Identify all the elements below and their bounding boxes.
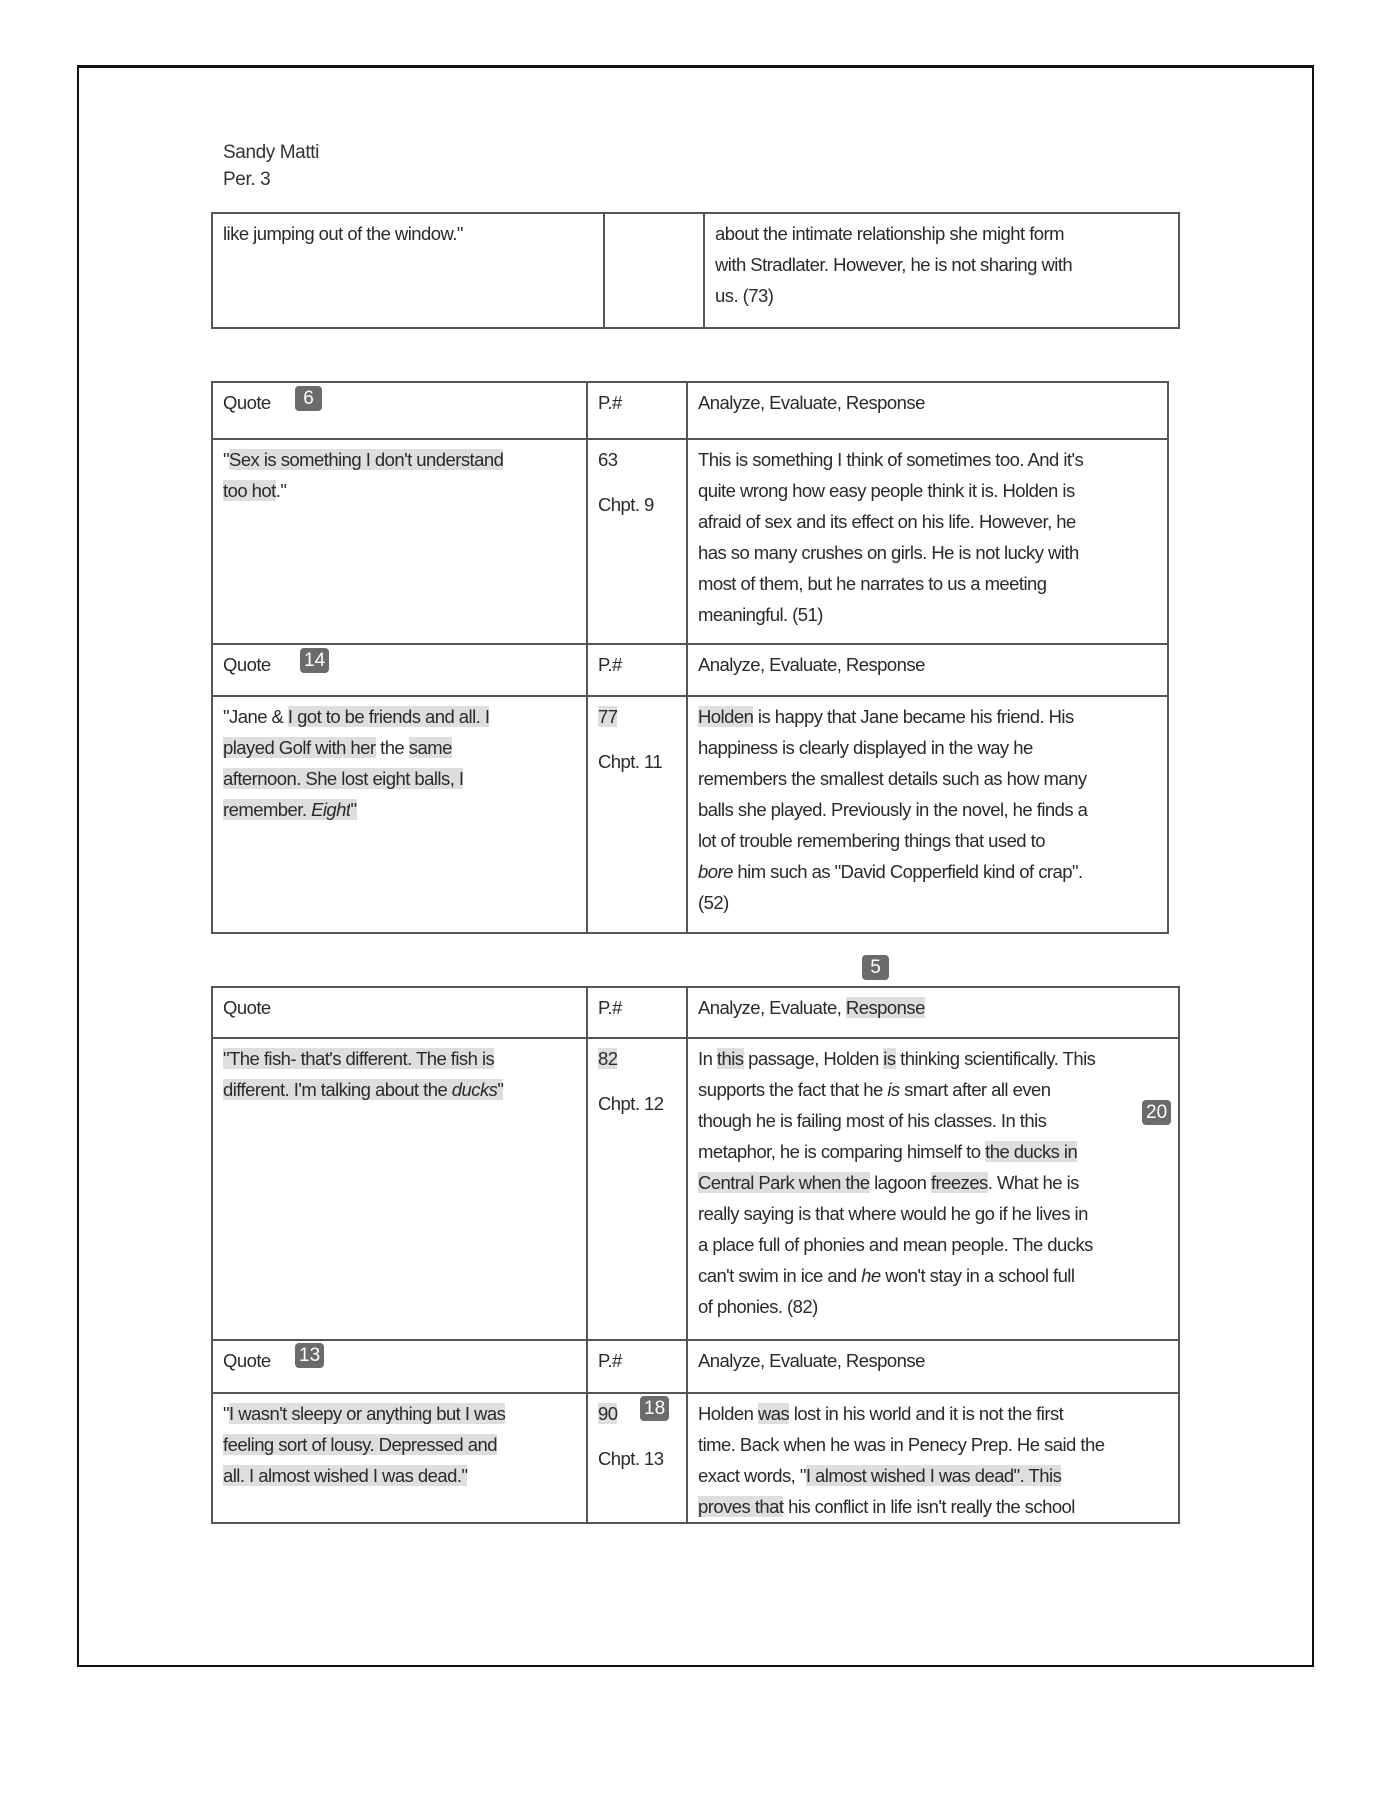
text-line [598, 489, 654, 520]
table-row [212, 696, 1168, 933]
quote-cell [212, 213, 604, 328]
text-segment: time. Back when he was in Penecy Prep. He said the [698, 1434, 1105, 1455]
annotation-badge[interactable]: 20 [1142, 1100, 1171, 1125]
spacer [598, 732, 678, 746]
text-line [598, 1443, 664, 1474]
text-line [223, 475, 286, 506]
highlighted-text: Central Park when the [698, 1172, 870, 1193]
text-segment: his conflict in life isn't really the school [783, 1496, 1075, 1517]
highlighted-text: Eight [311, 799, 351, 820]
text-segment: exact words, " [698, 1465, 806, 1486]
text-segment: Chpt. 12 [598, 1093, 664, 1114]
text-line [698, 444, 1083, 475]
annotation-badge[interactable]: 6 [295, 386, 322, 411]
text-line [598, 387, 622, 418]
text-line [698, 1043, 1095, 1074]
reading-log-table-continued [211, 212, 1180, 329]
text-line [698, 1167, 1079, 1198]
text-segment: " [223, 1403, 230, 1424]
text-segment: is happy that Jane became his friend. His [753, 706, 1074, 727]
annotation-badge[interactable]: 14 [300, 648, 329, 673]
text-segment: Analyze, Evaluate, Response [698, 392, 925, 413]
table-header-row [212, 382, 1168, 439]
text-line [223, 218, 463, 249]
text-segment: Analyze, Evaluate, Response [698, 1350, 925, 1371]
response-cell [687, 382, 1168, 439]
text-line [698, 1460, 1061, 1491]
text-segment: P.# [598, 654, 622, 675]
quote-cell [212, 1393, 587, 1523]
text-line [698, 1260, 1074, 1291]
highlighted-text: played Golf with her [223, 737, 376, 758]
text-line [698, 387, 925, 418]
text-line [698, 1136, 1077, 1167]
highlighted-text: Sex is something I don't understand [229, 449, 504, 470]
text-line [698, 1291, 818, 1322]
response-cell [687, 696, 1168, 933]
annotation-badge[interactable]: 5 [862, 955, 889, 980]
text-line [223, 444, 503, 475]
annotation-badge[interactable]: 18 [640, 1396, 669, 1421]
text-segment: Chpt. 11 [598, 751, 663, 772]
table-header-row [212, 1340, 1179, 1393]
text-segment: "Jane & [223, 706, 288, 727]
highlighted-text: 82 [598, 1048, 618, 1069]
text-line [223, 732, 452, 763]
text-line [698, 1198, 1088, 1229]
highlighted-text: afternoon. She lost eight balls, I [223, 768, 464, 789]
spacer [598, 1429, 678, 1443]
text-line [698, 1429, 1104, 1460]
table-header-row [212, 644, 1168, 696]
page-cell [587, 696, 687, 933]
class-period: Per. 3 [223, 169, 271, 190]
highlighted-text: was [757, 1403, 790, 1424]
text-line [698, 701, 1074, 732]
text-segment: with Stradlater. However, he is not sharing with [715, 254, 1073, 275]
text-line [698, 1229, 1093, 1260]
text-line [698, 1491, 1075, 1522]
quote-cell [212, 987, 587, 1038]
text-segment: P.# [598, 1350, 622, 1371]
table-row [212, 1393, 1179, 1523]
text-line [598, 746, 662, 777]
table-header-row [212, 987, 1179, 1038]
text-segment: meaningful. (51) [698, 604, 823, 625]
text-segment: afraid of sex and its effect on his life. However, he [698, 511, 1076, 532]
page-cell [587, 382, 687, 439]
tables-container [211, 212, 1191, 1576]
highlighted-text: feeling sort of lousy. Depressed and [223, 1434, 497, 1455]
text-line [698, 599, 823, 630]
text-line [598, 701, 617, 732]
text-segment: In [698, 1048, 717, 1069]
highlighted-text: 77 [598, 706, 618, 727]
highlighted-text: all. I almost wished I was dead." [223, 1465, 468, 1486]
text-line [698, 649, 925, 680]
text-segment: Analyze, Evaluate, Response [698, 654, 925, 675]
text-segment: bore [698, 861, 733, 882]
page-cell [587, 644, 687, 696]
highlighted-text: I got to be friends and all. I [287, 706, 490, 727]
text-line [698, 1345, 925, 1376]
student-name: Sandy Matti [223, 142, 319, 163]
text-segment: ." [275, 480, 287, 501]
text-segment: . What he is [987, 1172, 1079, 1193]
highlighted-text: 90 [598, 1403, 618, 1424]
spacer [598, 1074, 678, 1088]
highlighted-text: Holden [698, 706, 754, 727]
text-segment: really saying is that where would he go if he lives in [698, 1203, 1088, 1224]
text-line [598, 1088, 664, 1119]
text-line [223, 387, 271, 418]
text-line [223, 701, 489, 732]
text-segment: is [887, 1079, 900, 1100]
text-segment: P.# [598, 392, 622, 413]
text-segment: us. (73) [715, 285, 774, 306]
quote-cell [212, 1038, 587, 1340]
text-segment: Analyze, Evaluate, [698, 997, 846, 1018]
quote-cell [212, 382, 587, 439]
text-segment: remembers the smallest details such as how many [698, 768, 1087, 789]
text-line [598, 1043, 617, 1074]
text-line [698, 1074, 1051, 1105]
response-cell [687, 1038, 1179, 1340]
text-segment: can't swim in ice and [698, 1265, 862, 1286]
table-row [212, 1038, 1179, 1340]
text-segment: has so many crushes on girls. He is not lucky with [698, 542, 1079, 563]
text-line [223, 992, 271, 1023]
reading-log-table-1 [211, 381, 1169, 934]
text-line [698, 506, 1076, 537]
text-line [223, 1345, 271, 1376]
text-line [223, 794, 357, 825]
response-cell [687, 987, 1179, 1038]
text-segment: smart after all even [899, 1079, 1051, 1100]
text-line [698, 794, 1087, 825]
text-segment: " [223, 449, 230, 470]
annotation-badge[interactable]: 13 [295, 1343, 324, 1368]
text-line [223, 649, 271, 680]
highlighted-text: " [497, 1079, 504, 1100]
highlighted-text: " [350, 799, 357, 820]
highlighted-text: I almost wished I was dead". This [805, 1465, 1062, 1486]
text-line [698, 825, 1045, 856]
text-line [715, 218, 1064, 249]
highlighted-text: freezes [930, 1172, 988, 1193]
highlighted-text: same [408, 737, 452, 758]
response-cell [687, 1393, 1179, 1523]
text-segment: (52) [698, 892, 729, 913]
quote-cell [212, 696, 587, 933]
quote-cell [212, 439, 587, 644]
text-line [598, 444, 617, 475]
quote-cell [212, 1340, 587, 1393]
reading-log-table-2 [211, 986, 1180, 1524]
text-segment: though he is failing most of his classes. In this [698, 1110, 1047, 1131]
text-line [698, 887, 729, 918]
text-line [598, 1345, 622, 1376]
text-segment: lagoon [869, 1172, 931, 1193]
response-cell [687, 1340, 1179, 1393]
text-segment: P.# [598, 997, 622, 1018]
response-cell [687, 439, 1168, 644]
page-cell [587, 1038, 687, 1340]
text-line [698, 763, 1087, 794]
highlighted-text: Response [845, 997, 925, 1018]
text-segment: about the intimate relationship she might form [715, 223, 1065, 244]
table-row [212, 439, 1168, 644]
highlighted-text: proves that [698, 1496, 784, 1517]
page-cell [587, 987, 687, 1038]
highlighted-text: is [883, 1048, 896, 1069]
text-line [223, 763, 463, 794]
text-segment: thinking scientifically. This [895, 1048, 1096, 1069]
text-line [698, 568, 1047, 599]
page-cell [587, 439, 687, 644]
text-segment: quite wrong how easy people think it is. Holden is [698, 480, 1075, 501]
text-segment: he [861, 1265, 881, 1286]
text-segment: him such as "David Copperfield kind of crap". [732, 861, 1083, 882]
text-line [223, 1043, 494, 1074]
highlighted-text: different. I'm talking about the [223, 1079, 452, 1100]
text-segment: Holden [698, 1403, 758, 1424]
text-segment: Chpt. 9 [598, 494, 654, 515]
highlighted-text: ducks [451, 1079, 498, 1100]
response-cell [687, 644, 1168, 696]
text-segment: of phonies. (82) [698, 1296, 818, 1317]
text-segment: balls she played. Previously in the novel, he finds a [698, 799, 1088, 820]
text-line [698, 537, 1079, 568]
highlighted-text: this [716, 1048, 744, 1069]
text-line [598, 992, 622, 1023]
text-line [223, 1074, 503, 1105]
text-line [698, 475, 1075, 506]
page-cell [587, 1340, 687, 1393]
text-segment: like jumping out of the window." [223, 223, 463, 244]
text-line [598, 649, 622, 680]
text-segment: metaphor, he is comparing himself to [698, 1141, 986, 1162]
highlighted-text: I wasn't sleepy or anything but I was [229, 1403, 506, 1424]
text-line [698, 1398, 1063, 1429]
text-line [698, 1105, 1046, 1136]
text-line [715, 280, 773, 311]
text-segment: won't stay in a school full [880, 1265, 1075, 1286]
text-line [223, 1429, 497, 1460]
text-segment: Quote [223, 997, 271, 1018]
table-row [212, 213, 1179, 328]
text-segment: a place full of phonies and mean people. The ducks [698, 1234, 1093, 1255]
page-cell [604, 213, 704, 328]
text-segment: lost in his world and it is not the first [789, 1403, 1064, 1424]
spacer [598, 475, 678, 489]
text-segment: Quote [223, 392, 271, 413]
text-segment: happiness is clearly displayed in the way he [698, 737, 1033, 758]
highlighted-text: "The fish- that's different. The fish is [223, 1048, 495, 1069]
highlighted-text: too hot [223, 480, 276, 501]
text-segment: the [375, 737, 409, 758]
text-line [223, 1398, 505, 1429]
text-line [598, 1398, 617, 1429]
highlighted-text: remember. [223, 799, 312, 820]
text-line [698, 732, 1033, 763]
text-segment: 63 [598, 449, 618, 470]
text-segment: Quote [223, 1350, 271, 1371]
text-line [698, 856, 1083, 887]
text-line [715, 249, 1072, 280]
text-line [698, 992, 925, 1023]
text-segment: passage, Holden [743, 1048, 884, 1069]
text-segment: supports the fact that he [698, 1079, 888, 1100]
highlighted-text: the ducks in [985, 1141, 1078, 1162]
quote-cell [212, 644, 587, 696]
text-segment: lot of trouble remembering things that used to [698, 830, 1045, 851]
text-segment: most of them, but he narrates to us a meeting [698, 573, 1047, 594]
response-cell [704, 213, 1179, 328]
text-segment: Chpt. 13 [598, 1448, 664, 1469]
page-cell [587, 1393, 687, 1523]
text-segment: This is something I think of sometimes too. And it's [698, 449, 1084, 470]
text-segment: Quote [223, 654, 271, 675]
text-line [223, 1460, 467, 1491]
